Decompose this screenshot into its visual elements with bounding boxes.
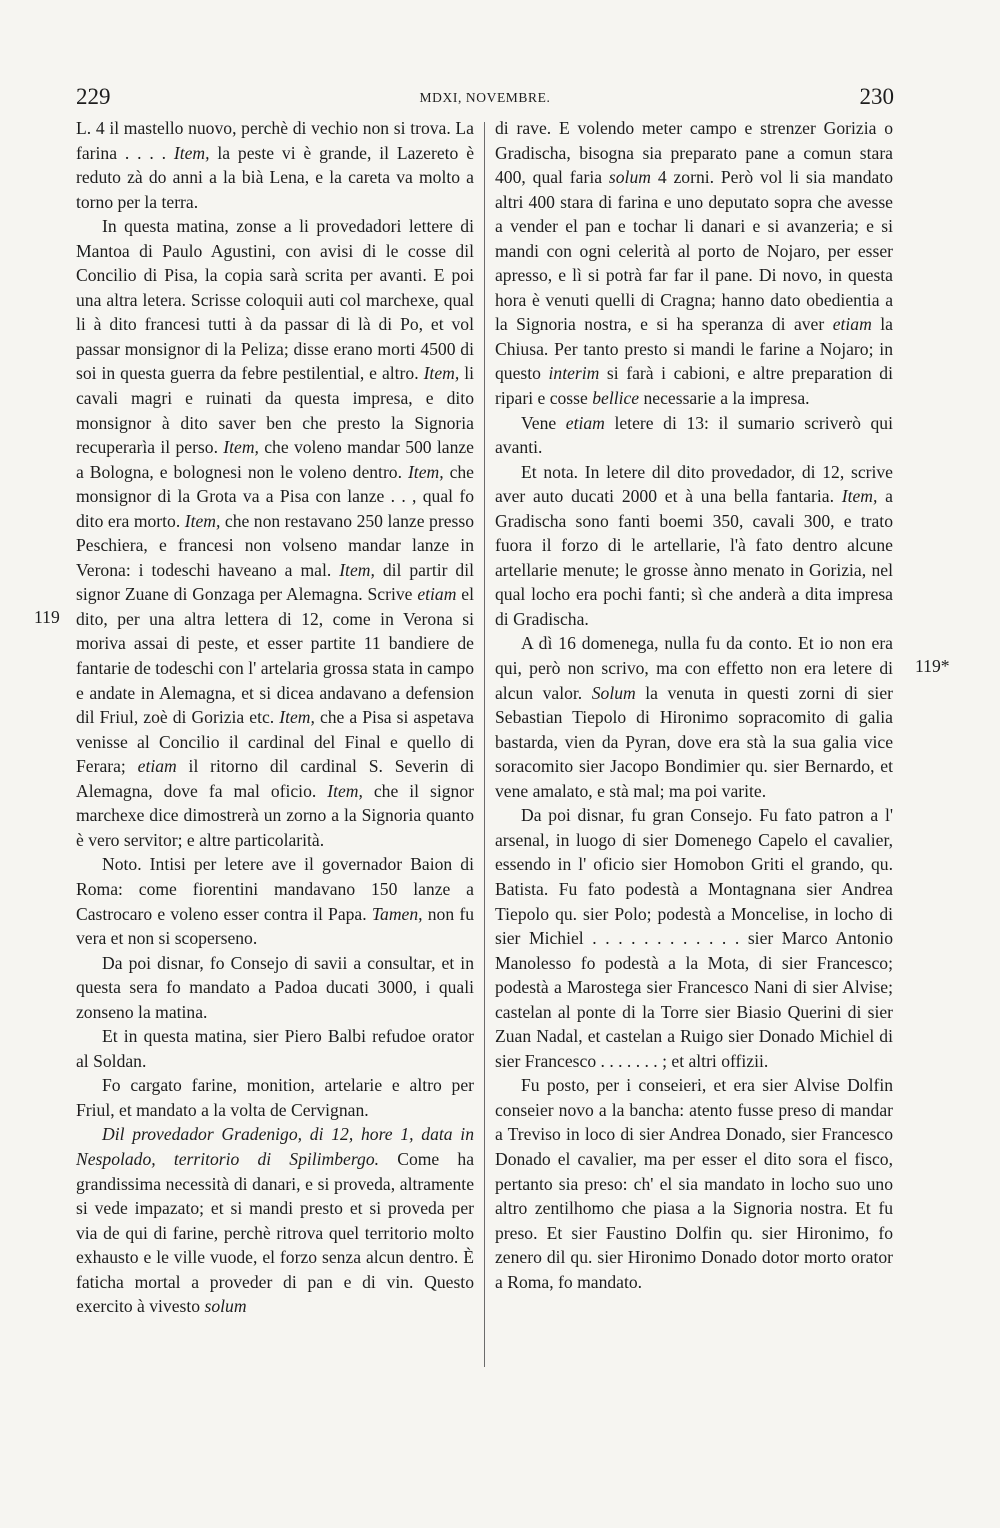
- italic-run: Item,: [184, 510, 221, 531]
- text-run: si farà i cabioni, e altre preparation di ripari e cosse: [495, 363, 893, 409]
- italic-run: solum: [204, 1296, 247, 1317]
- right-column: [495, 116, 893, 1294]
- page-number-right: 230: [859, 84, 894, 109]
- italic-run: bellice: [592, 388, 640, 409]
- paragraph: [495, 460, 893, 632]
- italic-run: Tamen,: [371, 903, 423, 924]
- paragraph: [495, 631, 893, 803]
- italic-run: Item,: [841, 486, 878, 507]
- text-run: A dì 16 domenega, nulla fu da conto. Et io non era qui, però non scrivo, ma con effetto non era letere di alcun valor.: [495, 633, 893, 703]
- paragraph: [76, 852, 474, 950]
- italic-run: etiam: [565, 412, 605, 433]
- text-run: el dito, per una altra lettera di 12, come in Verona si moriva assai di peste, et esser partite 11 bandiere de fantarie de todeschi con l' artelaria grossa stata in campo e andate in Alemagna, et si dicea andavano a defension dil Friul, zoè di Gorizia etc.: [76, 584, 474, 728]
- text-run: letere di 13: il sumario scriverò qui avanti.: [495, 412, 893, 458]
- text-run: la peste vi è grande, il Lazereto è reduto zà do anni a la bià Lena, e la careta va molto a torno per la terra.: [76, 142, 474, 212]
- column-divider: [484, 122, 485, 1367]
- paragraph: [76, 116, 474, 214]
- text-run: che voleno mandar 500 lanze a Bologna, e bolognesi non le voleno dentro.: [76, 437, 474, 482]
- text-run: Et in questa matina, sier Piero Balbi refudoe orator al Soldan.: [76, 1026, 474, 1071]
- text-run: Da poi disnar, fo Consejo di savii a consultar, et in questa sera fo mandato a Padoa ducati 3000, i quali zonseno la matina.: [76, 952, 474, 1022]
- text-run: Fu posto, per i conseieri, et era sier Alvise Dolfin conseier novo a la bancha: atento fusse preso di mandar a Treviso in loco di sier Andrea Donado, sier Francesco Donado el cavalier, ma per esser el dito sora el fisco, pertanto sia preso: ch' el sia mandato in locho suo uno altro zentilhomo che piasa a la Signoria nostra. Et fu preso. Et sier Faustino Dolfin qu. sier Hironimo, fo zenero dil qu. sier Hironimo Donado dotor morto orator a Roma, fo mandato.: [495, 1075, 893, 1292]
- left-column: [76, 116, 474, 1319]
- text-run: Come ha grandissima necessità di danari, e si proveda, altramente si vede impazato; et si mandi presto et si proveda per via de qui di farine, perchè ritrova quel territorio molto exhausto e le ville vuode, el forzo senza alcun dentro. È faticha mortal a proveder di pan e di vin. Questo exercito à vivesto: [76, 1148, 474, 1317]
- text-run: dil partir dil signor Zuane di Gonzaga per Alemagna. Scrive: [76, 559, 474, 605]
- text-run: L. 4 il mastello nuovo, perchè di vechio non si trova. La farina . . . .: [76, 118, 474, 163]
- italic-run: etiam: [832, 314, 872, 335]
- paragraph: [76, 1122, 474, 1318]
- text-run: non fu vera et non si scoperseno.: [76, 903, 475, 949]
- paragraph: [76, 1024, 474, 1073]
- italic-run: Item,: [407, 461, 444, 482]
- text-run: che a Pisa si aspetava venisse al Concilio il cardinal del Final e quello di Ferara;: [76, 707, 474, 777]
- italic-run: Item,: [223, 437, 259, 458]
- paragraph: [76, 951, 474, 1025]
- text-run: Da poi disnar, fu gran Consejo. Fu fato patron a l' arsenal, in luogo di sier Domenego Capelo el cavalier, essendo in l' oficio sier Homobon Griti el grando, qu. Batista. Fu fato podestà a Montagnana sier Andrea Tiepolo qu. sier Polo; podestà a Moncelise, in locho di sier Michiel . . . . . . . . . . . . sier Marco Antonio Manolesso fo podestà a la Mota, di sier Francesco; podestà a Marostega sier Francesco Nani di sier Alvise; castelan al ponte di la Torre sier Biasio Querini di sier Zuan Nadal, et castelan a Ruigo sier Donado Michiel di sier Francesco . . . . . . . ; et altri offizii.: [495, 805, 893, 1071]
- italic-run: Item,: [279, 707, 315, 728]
- text-run: che monsignor di la Grota va a Pisa con lanze . . , qual fo dito era morto.: [76, 461, 474, 531]
- text-run: di rave. E volendo meter campo e strenzer Gorizia o Gradischa, bisogna sia preparato pane a comun stara 400, qual faria: [495, 118, 893, 188]
- italic-run: Dil provedador Gradenigo, di 12, hore 1, data in Nespolado, territorio di Spilimbergo.: [76, 1124, 474, 1169]
- italic-run: Item,: [327, 780, 363, 801]
- text-run: che non restavano 250 lanze presso Peschiera, e francesi non volseno mandar lanze in Verona: i todeschi haveano a mal.: [76, 510, 474, 580]
- paragraph: [495, 411, 893, 460]
- margin-note-right: 119*: [915, 656, 950, 676]
- text-run: 4 zorni. Però vol li sia mandato altri 400 stara di farina e uno deputato sopra che avesse a vender el pan e tochar li danari e si avanzeria; e si mandi con ogni celerità al porto de Nojaro, per esser apresso, e lì si potrà far far il pane. Di novo, in questa hora è venuti quelli di Cragna; hanno dato obedientia a la Signoria nostra, e si ha speranza di aver: [495, 167, 893, 335]
- text-run: li cavali magri e ruinati da questa impresa, e dito monsignor à dito saver ben che presto la Signoria recuperarìa il perso.: [76, 363, 474, 458]
- text-run: la Chiusa. Per tanto presto si mandi le farine a Nojaro; in questo: [495, 314, 893, 384]
- italic-run: etiam: [417, 584, 457, 605]
- paragraph: [495, 1073, 893, 1294]
- text-run: il ritorno dil cardinal S. Severin di Alemagna, dove fa mal oficio.: [76, 756, 474, 801]
- italic-run: etiam: [137, 756, 177, 777]
- paragraph: [495, 116, 893, 411]
- text-run: che il signor marchexe dice dimostrerà un zorno a la Signoria quanto è vero servitor; e altre particolarità.: [76, 780, 474, 850]
- text-run: necessarie a la impresa.: [639, 388, 810, 409]
- paragraph: [495, 803, 893, 1073]
- text-run: Fo cargato farine, monition, artelarie e altro per Friul, et mandato a la volta de Cervignan.: [76, 1075, 474, 1120]
- italic-run: Solum: [591, 682, 636, 703]
- italic-run: Item,: [339, 559, 375, 580]
- italic-run: Item,: [173, 142, 210, 163]
- italic-run: Item,: [423, 363, 460, 384]
- italic-run: interim: [548, 363, 600, 384]
- running-title: MDXI, NOVEMBRE.: [419, 90, 551, 105]
- text-run: Et nota. In letere dil dito provedador, di 12, scrive aver auto ducati 2000 et à una bella fantaria.: [495, 461, 893, 507]
- text-run: In questa matina, zonse a li provedadori lettere di Mantoa di Paulo Agustini, con avisi di le cosse dil Concilio di Pisa, la copia sarà scrita per avanti. E poi una altra letera. Scrisse coloquii auti col marchexe, qual li à dito francesi tutti à da passar di là di Po, et vol passar monsignor di la Peliza; disse erano morti 4500 di soi in questa guerra da febre pestilential, e altro.: [76, 216, 474, 384]
- text-run: la venuta in questi zorni di sier Sebastian Tiepolo di Hironimo sopracomito di galia bastarda, vien da Pyran, dove era stà la sua galia vice soracomito sier Jacopo Bondimier qu. sier Bernardo, et vene amalato, e stà mal; ma poi varite.: [495, 682, 893, 801]
- text-run: a Gradischa sono fanti boemi 350, cavali 300, e trato fuora il forzo di le artellarie, l'à fato dentro alcune artellarie menute; le grosse ànno menato in Gorizia, nel qual locho era pochi fanti; sì che anderà a dita impresa di Gradischa.: [495, 486, 893, 629]
- paragraph: [76, 1073, 474, 1122]
- text-run: Vene: [521, 412, 566, 433]
- page-number-left: 229: [76, 84, 111, 109]
- margin-note-left: 119: [34, 607, 60, 627]
- paragraph: [76, 214, 474, 852]
- page-header: [76, 84, 894, 114]
- text-run: Noto. Intisi per letere ave il governador Baion di Roma: come fiorentini mandavano 150 lanze a Castrocaro e voleno esser contra il Papa.: [76, 854, 474, 924]
- italic-run: solum: [608, 167, 651, 188]
